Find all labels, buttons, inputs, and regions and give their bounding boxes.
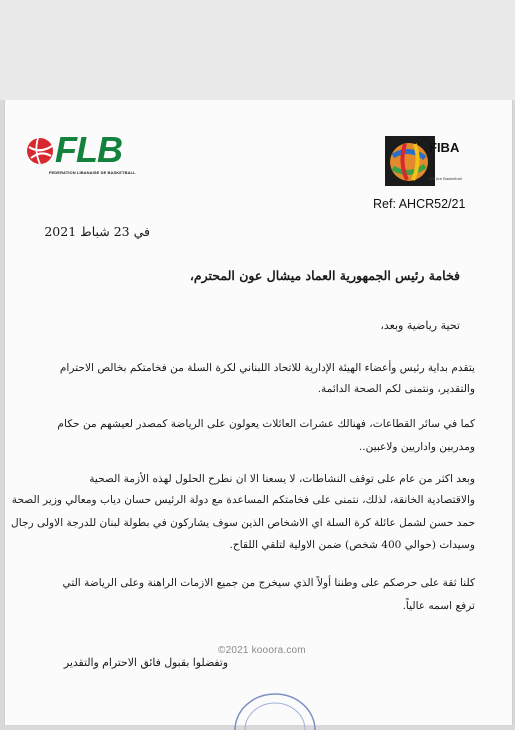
- body-line: كما في سائر القطاعات، فهنالك عشرات العائلات يعولون على الرياضة كمصدر لعيشهم من حكام: [57, 418, 475, 430]
- body-line: ترفع اسمه عالياً.: [402, 600, 475, 612]
- body-line: ومدربين واداريين ولاعبين..: [358, 441, 475, 453]
- top-bar: [0, 0, 515, 100]
- body-line: حمد حسن لشمل عائلة كرة السلة اي الاشخاص الذين سوف يشاركون في بطولة لبنان للدرجة الاولى رجال: [11, 517, 475, 529]
- fiba-logo: [385, 136, 465, 188]
- letter-date: في 23 شباط 2021: [44, 224, 150, 239]
- watermark: ©2021 kooora.com: [218, 645, 306, 656]
- flb-logo: [25, 129, 145, 182]
- body-line: وسيدات (حوالي 400 شخص) ضمن الاولية لتلقي اللقاح.: [229, 539, 475, 551]
- closing-line: وتفضلوا بقبول فائق الاحترام والتقدير: [63, 656, 228, 669]
- flb-logo-text: FLB: [55, 129, 122, 170]
- flb-subtitle: FEDERATION LIBANAISE DE BASKETBALL: [49, 170, 136, 175]
- fiba-logo-text: FIBA: [429, 140, 460, 155]
- body-line: والاقتصادية الخانقة، لذلك، نتمنى على فخامتكم المساعدة مع دولة الرئيس حسان دياب ومعالي وزير الصحة: [11, 494, 475, 506]
- body-line: وبعد اكثر من عام على توقف النشاطات، لا يسعنا الا ان نطرح الحلول لهذه الأزمة الصحية: [89, 473, 475, 485]
- fiba-tagline: We Are Basketball: [429, 176, 462, 181]
- fiba-globe-icon: [385, 136, 435, 186]
- stamp-seal: [230, 690, 320, 730]
- basketball-icon: [25, 136, 55, 166]
- body-line: يتقدم بداية رئيس وأعضاء الهيئة الإدارية للاتحاد اللبناني لكرة السلة من فخامتكم بخالص الاحترام: [59, 362, 475, 374]
- body-line: كلنا ثقة على حرصكم على وطننا أولاً الذي سيخرج من جميع الازمات الراهنة وعلى الرياضة التي: [62, 577, 475, 589]
- addressee: فخامة رئيس الجمهورية العماد ميشال عون المحترم،: [189, 268, 460, 283]
- reference-number: Ref: AHCR52/21: [373, 197, 466, 211]
- greeting: تحية رياضية وبعد،: [380, 319, 460, 332]
- letter-page: [4, 100, 513, 725]
- body-line: والتقدير، ونتمنى لكم الصحة الدائمة.: [317, 383, 475, 395]
